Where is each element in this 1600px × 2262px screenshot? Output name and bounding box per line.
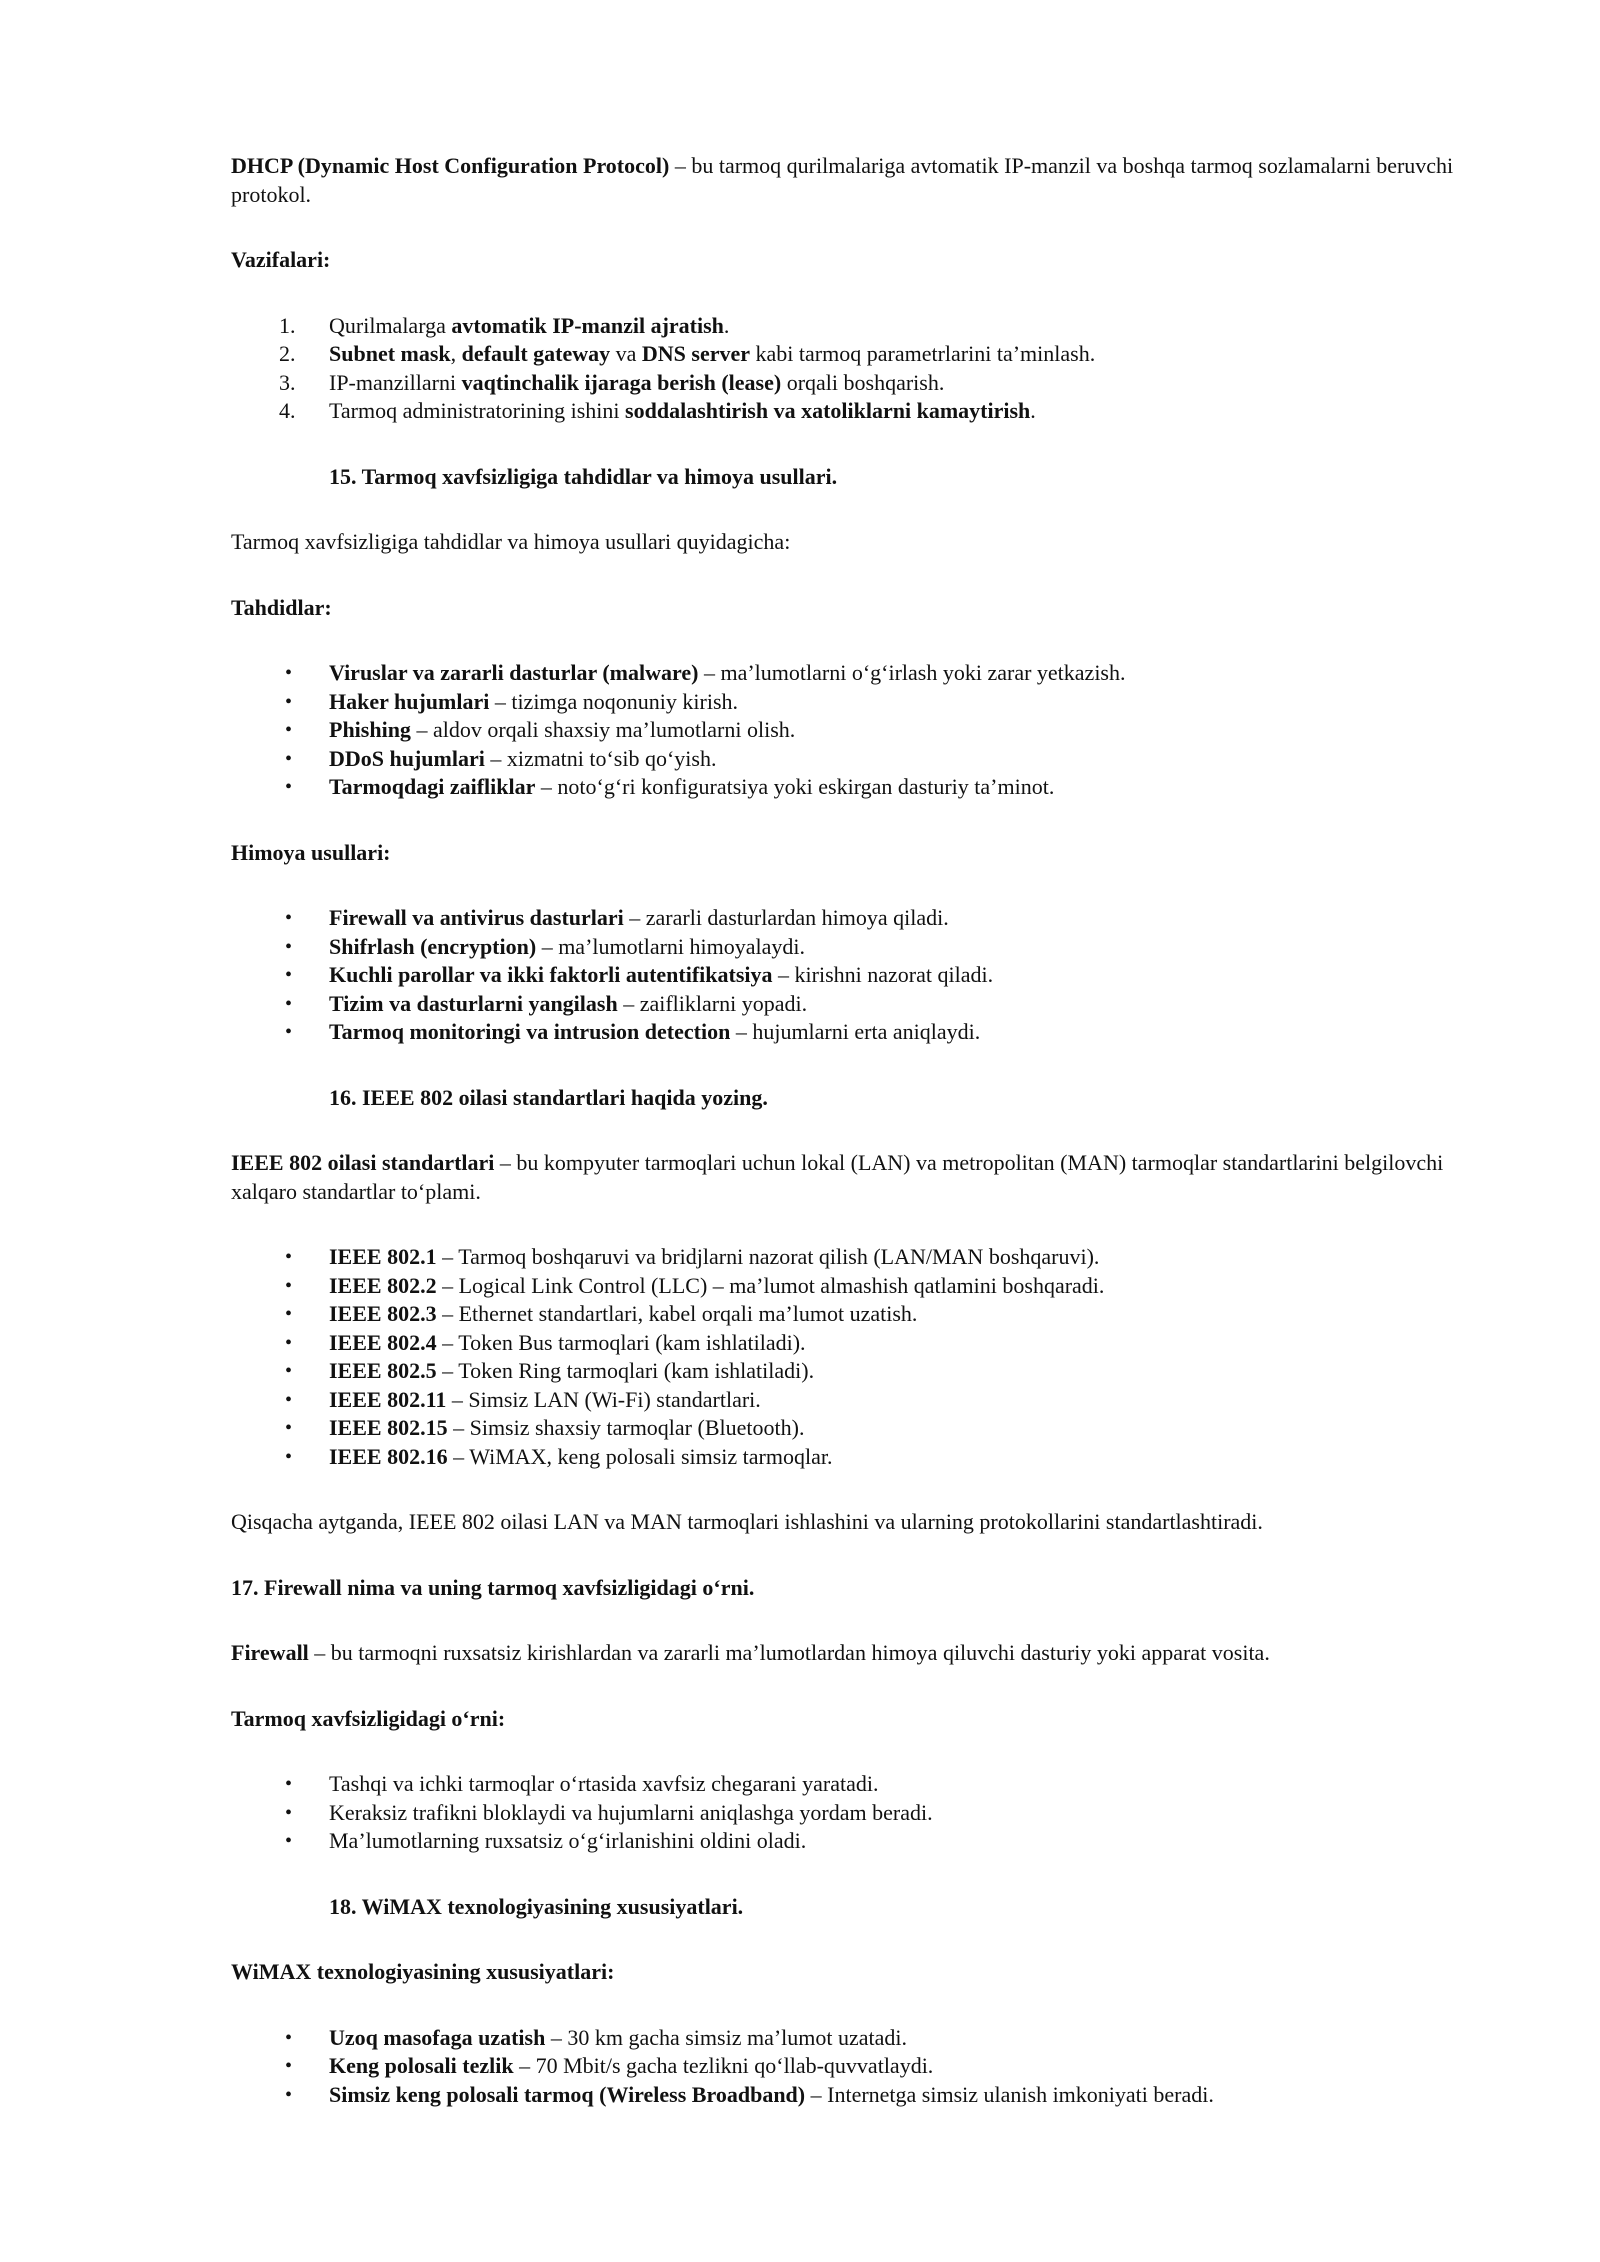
section-15-heading: 15. Tarmoq xavfsizligiga tahdidlar va himoya usullari.	[329, 463, 838, 489]
item-text: – Tarmoq boshqaruvi va bridjlarni nazorat qilish (LAN/MAN boshqaruvi).	[436, 1244, 1100, 1269]
bullet-icon: •	[285, 1830, 293, 1852]
item-text: – zaifliklarni yopadi.	[617, 990, 808, 1016]
wimax-features-list	[231, 2024, 1496, 2110]
list-item	[231, 1799, 1496, 1828]
item-text: – aldov orqali shaxsiy ma’lumotlarni olish.	[410, 717, 796, 742]
item-term: Tizim va dasturlarni yangilash	[329, 990, 618, 1016]
bullet-icon: •	[285, 907, 293, 929]
item-text: – Token Ring tarmoqlari (kam ishlatiladi).	[436, 1358, 815, 1383]
list-item	[231, 961, 1496, 990]
list-item	[231, 340, 1496, 369]
item-term: IEEE 802.1	[329, 1244, 437, 1269]
list-item	[231, 773, 1496, 802]
firewall-term: Firewall	[231, 1640, 309, 1665]
bullet-icon: •	[285, 1303, 293, 1325]
item-text: – hujumlarni erta aniqlaydi.	[730, 1019, 981, 1044]
item-text: – 30 km gacha simsiz ma’lumot uzatadi.	[545, 2024, 908, 2050]
item-text: – ma’lumotlarni o‘g‘irlash yoki zarar yetkazish.	[698, 660, 1126, 685]
item-term: Simsiz keng polosali tarmoq (Wireless Broadband)	[329, 2081, 806, 2107]
firewall-definition	[231, 1639, 1496, 1668]
bullet-icon: •	[285, 1388, 293, 1411]
list-number: 3.	[279, 369, 296, 395]
list-item	[231, 688, 1496, 717]
list-number: 2.	[279, 341, 296, 366]
list-item	[231, 2052, 1496, 2081]
item-term: Viruslar va zararli dasturlar (malware)	[329, 660, 699, 685]
item-text: – Simsiz LAN (Wi-Fi) standartlari.	[446, 1386, 761, 1412]
item-text: – Ethernet standartlari, kabel orqali ma’lumot uzatish.	[436, 1301, 918, 1326]
item-term: IEEE 802.2	[329, 1272, 437, 1298]
list-number: 1.	[279, 312, 296, 338]
item-term: IEEE 802.15	[329, 1415, 448, 1440]
bullet-icon: •	[285, 935, 293, 958]
threats-title: Tahdidlar:	[231, 594, 332, 620]
item-term: avtomatik IP-manzil ajratish	[451, 312, 724, 338]
firewall-text: – bu tarmoqni ruxsatsiz kirishlardan va zararli ma’lumotlardan himoya qiluvchi dasturiy yoki apparat vosita.	[308, 1640, 1270, 1665]
bullet-icon: •	[285, 1445, 293, 1468]
bullet-icon: •	[285, 1331, 293, 1354]
dhcp-term: DHCP (Dynamic Host Configuration Protocol)	[231, 153, 670, 178]
item-text: .	[1030, 398, 1036, 423]
list-item	[231, 659, 1496, 688]
list-item	[231, 990, 1496, 1019]
item-term: Phishing	[329, 717, 411, 742]
list-item	[231, 904, 1496, 933]
item-text: Ma’lumotlarning ruxsatsiz o‘g‘irlanishini oldini oladi.	[329, 1828, 807, 1853]
item-term: vaqtinchalik ijaraga berish (lease)	[461, 369, 782, 395]
bullet-icon: •	[285, 2026, 293, 2049]
item-text: – tizimga noqonuniy kirish.	[489, 688, 739, 714]
item-text: – kirishni nazorat qiladi.	[772, 962, 994, 987]
item-term: Firewall va antivirus dasturlari	[329, 905, 624, 930]
list-item	[231, 369, 1496, 398]
list-item	[231, 2024, 1496, 2053]
dhcp-definition	[231, 152, 1496, 209]
bullet-icon: •	[285, 690, 293, 713]
list-item	[231, 1770, 1496, 1799]
list-item	[231, 1827, 1496, 1856]
item-term: Subnet mask	[329, 341, 451, 366]
section-17-heading: 17. Firewall nima va uning tarmoq xavfsizligidagi o‘rni.	[231, 1574, 755, 1600]
bullet-icon: •	[285, 992, 293, 1015]
bullet-icon: •	[285, 1360, 293, 1382]
item-term: Uzoq masofaga uzatish	[329, 2024, 546, 2050]
item-text: ,	[450, 341, 462, 366]
firewall-role-title: Tarmoq xavfsizligidagi o‘rni:	[231, 1705, 506, 1731]
dhcp-text: – bu tarmoq qurilmalariga avtomatik IP-manzil va boshqa tarmoq sozlamalarni beruvchi protokol.	[231, 153, 1454, 207]
list-item	[231, 1386, 1496, 1415]
item-text: – zararli dasturlardan himoya qiladi.	[623, 905, 949, 930]
item-term: IEEE 802.11	[329, 1386, 447, 1412]
item-term: Shifrlash (encryption)	[329, 933, 537, 959]
item-text: – Token Bus tarmoqlari (kam ishlatiladi).	[436, 1329, 806, 1355]
bullet-icon: •	[285, 1417, 293, 1439]
item-term: IEEE 802.5	[329, 1358, 437, 1383]
protection-list	[231, 904, 1496, 1047]
list-item	[231, 716, 1496, 745]
bullet-icon: •	[285, 719, 293, 741]
item-term: Haker hujumlari	[329, 688, 490, 714]
item-term: Kuchli parollar va ikki faktorli autentifikatsiya	[329, 962, 773, 987]
bullet-icon: •	[285, 1274, 293, 1297]
item-term: soddalashtirish va xatoliklarni kamaytirish	[625, 398, 1031, 423]
item-text: – 70 Mbit/s gacha tezlikni qo‘llab-quvvatlaydi.	[513, 2053, 934, 2078]
item-term: IEEE 802.4	[329, 1329, 437, 1355]
bullet-icon: •	[285, 2083, 293, 2106]
item-text: – Simsiz shaxsiy tarmoqlar (Bluetooth).	[447, 1415, 805, 1440]
item-text: kabi tarmoq parametrlarini ta’minlash.	[750, 341, 1096, 366]
security-intro: Tarmoq xavfsizligiga tahdidlar va himoya usullari quyidagicha:	[231, 529, 791, 554]
bullet-icon: •	[285, 776, 293, 798]
item-term: Tarmoq monitoringi va intrusion detection	[329, 1019, 731, 1044]
list-item	[231, 1443, 1496, 1472]
item-text: – Internetga simsiz ulanish imkoniyati beradi.	[805, 2081, 1214, 2107]
list-number: 4.	[279, 398, 296, 423]
wimax-features-title: WiMAX texnologiyasining xususiyatlari:	[231, 1959, 615, 1984]
list-item	[231, 933, 1496, 962]
list-item	[231, 1272, 1496, 1301]
item-text: Qurilmalarga	[329, 312, 452, 338]
item-term: Keng polosali tezlik	[329, 2053, 514, 2078]
ieee-standards-list	[231, 1243, 1496, 1471]
list-item	[231, 1414, 1496, 1443]
protection-title: Himoya usullari:	[231, 839, 391, 865]
ieee-term: IEEE 802 oilasi standartlari	[231, 1150, 495, 1175]
bullet-icon: •	[285, 2055, 293, 2077]
list-item	[231, 745, 1496, 774]
bullet-icon: •	[285, 662, 293, 684]
item-text: – ma’lumotlarni himoyalaydi.	[536, 933, 806, 959]
bullet-icon: •	[285, 1021, 293, 1043]
firewall-roles-list	[231, 1770, 1496, 1856]
bullet-icon: •	[285, 964, 293, 986]
ieee-summary: Qisqacha aytganda, IEEE 802 oilasi LAN va MAN tarmoqlari ishlashini va ularning protokollarini standartlashtiradi.	[231, 1509, 1263, 1534]
list-item	[231, 2081, 1496, 2110]
list-item	[231, 1300, 1496, 1329]
item-text: IP-manzillarni	[329, 369, 462, 395]
list-item	[231, 312, 1496, 341]
bullet-icon: •	[285, 747, 293, 770]
item-text: va	[610, 341, 642, 366]
dhcp-tasks-list	[231, 312, 1496, 426]
list-item	[231, 397, 1496, 426]
list-item	[231, 1018, 1496, 1047]
ieee-definition	[231, 1149, 1496, 1206]
list-item	[231, 1243, 1496, 1272]
list-item	[231, 1329, 1496, 1358]
threats-list	[231, 659, 1496, 802]
item-text: Tarmoq administratorining ishini	[329, 398, 626, 423]
item-text: – Logical Link Control (LLC) – ma’lumot almashish qatlamini boshqaradi.	[436, 1272, 1105, 1298]
list-item	[231, 1357, 1496, 1386]
item-term: IEEE 802.3	[329, 1301, 437, 1326]
ieee-text: – bu kompyuter tarmoqlari uchun lokal (LAN) va metropolitan (MAN) tarmoqlar standartlarini belgilovchi xalqaro standartlar to‘plami.	[231, 1150, 1444, 1204]
section-18-heading: 18. WiMAX texnologiyasining xususiyatlari.	[329, 1893, 744, 1919]
bullet-icon: •	[285, 1773, 293, 1795]
item-text: – xizmatni to‘sib qo‘yish.	[484, 745, 717, 771]
item-text: – WiMAX, keng polosali simsiz tarmoqlar.	[447, 1443, 833, 1469]
item-term: DDoS hujumlari	[329, 745, 485, 771]
bullet-icon: •	[285, 1801, 293, 1824]
section-16-heading: 16. IEEE 802 oilasi standartlari haqida yozing.	[329, 1084, 768, 1110]
bullet-icon: •	[285, 1246, 293, 1268]
item-term: default gateway	[461, 341, 611, 366]
item-text: orqali boshqarish.	[781, 369, 945, 395]
item-text: – noto‘g‘ri konfiguratsiya yoki eskirgan dasturiy ta’minot.	[535, 774, 1055, 799]
item-term: IEEE 802.16	[329, 1443, 448, 1469]
item-text: .	[723, 312, 730, 338]
dhcp-tasks-title: Vazifalari:	[231, 247, 331, 272]
item-text: Keraksiz trafikni bloklaydi va hujumlarni aniqlashga yordam beradi.	[329, 1799, 933, 1825]
item-term: DNS server	[641, 341, 751, 366]
item-text: Tashqi va ichki tarmoqlar o‘rtasida xavfsiz chegarani yaratadi.	[329, 1771, 879, 1796]
item-term: Tarmoqdagi zaifliklar	[329, 774, 536, 799]
